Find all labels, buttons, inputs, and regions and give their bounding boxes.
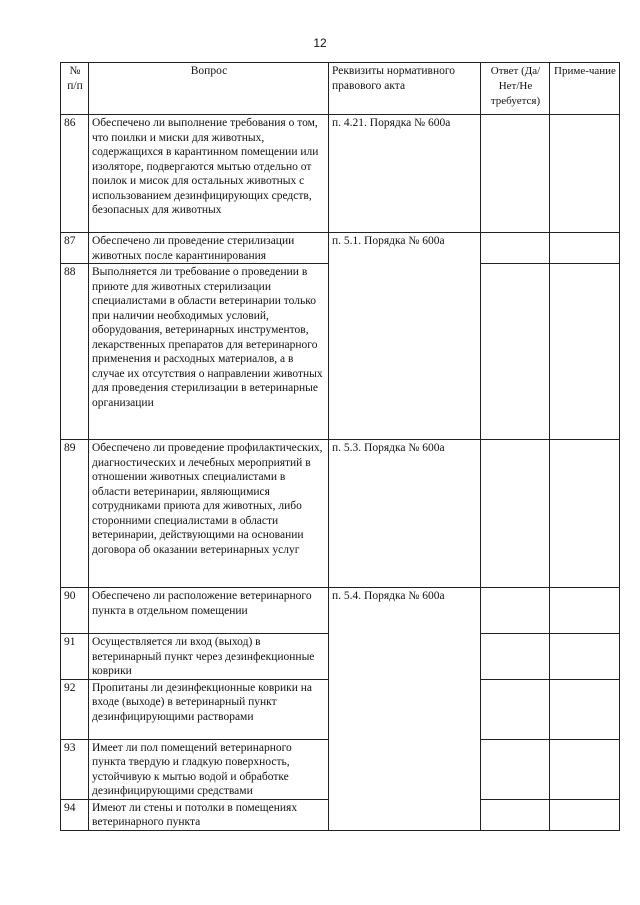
note-cell[interactable]: [550, 799, 620, 830]
reference-text: п. 5.1. Порядка № 600а: [329, 233, 481, 440]
answer-input[interactable]: [484, 265, 547, 280]
row-number: 86: [61, 115, 89, 233]
question-text: Обеспечено ли выполнение требования о том, что поилки и миски для животных, содержащихся в карантинном помещении или изоляторе, подвергаются мытью отдельно от поилок и мисок для остальных животных с использованием дезинфицирующих средств, безопасных для животных: [89, 115, 329, 233]
question-text: Имеет ли пол помещений ветеринарного пункта твердую и гладкую поверхность, устойчивую к мытью водой и обработке дезинфицирующими средствами: [89, 739, 329, 799]
note-input[interactable]: [553, 681, 617, 696]
note-cell[interactable]: [550, 233, 620, 264]
answer-cell[interactable]: [481, 588, 550, 634]
answer-input[interactable]: [484, 441, 547, 456]
question-text: Обеспечено ли проведение стерилизации животных после карантинирования: [89, 233, 329, 264]
row-number: 87: [61, 233, 89, 264]
note-input[interactable]: [553, 265, 617, 280]
note-input[interactable]: [553, 741, 617, 756]
table-row: [61, 233, 620, 264]
answer-cell[interactable]: [481, 115, 550, 233]
answer-input[interactable]: [484, 589, 547, 604]
answer-cell[interactable]: [481, 679, 550, 739]
row-number: 93: [61, 739, 89, 799]
reference-text: п. 5.4. Порядка № 600а: [329, 588, 481, 831]
header-answer: Ответ (Да/ Нет/Не требуется): [481, 63, 550, 115]
row-number: 89: [61, 440, 89, 588]
note-cell[interactable]: [550, 739, 620, 799]
answer-input[interactable]: [484, 635, 547, 650]
checklist-table: [60, 62, 620, 831]
note-cell[interactable]: [550, 634, 620, 680]
table-row: [61, 588, 620, 634]
header-number: № п/п: [61, 63, 89, 115]
note-input[interactable]: [553, 234, 617, 249]
header-reference: Реквизиты нормативного правового акта: [329, 63, 481, 115]
row-number: 94: [61, 799, 89, 830]
answer-cell[interactable]: [481, 264, 550, 440]
row-number: 91: [61, 634, 89, 680]
row-number: 92: [61, 679, 89, 739]
page-number: 12: [313, 36, 327, 50]
note-input[interactable]: [553, 635, 617, 650]
answer-input[interactable]: [484, 801, 547, 816]
question-text: Выполняется ли требование о проведении в приюте для животных стерилизации специалистами в области ветеринарии только при наличии необходимых условий, оборудования, ветеринарных инструментов, лекарственных препаратов для ветеринарного применения и расходных материалов, а в случае их отсутствия о направлении животных для проведения стерилизации в ветеринарные организации: [89, 264, 329, 440]
note-input[interactable]: [553, 801, 617, 816]
reference-text: п. 5.3. Порядка № 600а: [329, 440, 481, 588]
question-text: Имеют ли стены и потолки в помещениях ветеринарного пункта: [89, 799, 329, 830]
note-cell[interactable]: [550, 264, 620, 440]
note-input[interactable]: [553, 116, 617, 131]
row-number: 90: [61, 588, 89, 634]
row-number: 88: [61, 264, 89, 440]
note-cell[interactable]: [550, 440, 620, 588]
answer-input[interactable]: [484, 681, 547, 696]
answer-input[interactable]: [484, 116, 547, 131]
note-cell[interactable]: [550, 115, 620, 233]
answer-cell[interactable]: [481, 739, 550, 799]
note-input[interactable]: [553, 441, 617, 456]
header-note: Приме-чание: [550, 63, 620, 115]
answer-cell[interactable]: [481, 233, 550, 264]
reference-text: п. 4.21. Порядка № 600а: [329, 115, 481, 233]
table-row: [61, 440, 620, 588]
answer-cell[interactable]: [481, 634, 550, 680]
table-row: [61, 115, 620, 233]
header-question: Вопрос: [89, 63, 329, 115]
note-cell[interactable]: [550, 588, 620, 634]
question-text: Пропитаны ли дезинфекционные коврики на входе (выходе) в ветеринарный пункт дезинфицирующими растворами: [89, 679, 329, 739]
note-cell[interactable]: [550, 679, 620, 739]
answer-input[interactable]: [484, 741, 547, 756]
question-text: Обеспечено ли расположение ветеринарного пункта в отдельном помещении: [89, 588, 329, 634]
answer-cell[interactable]: [481, 440, 550, 588]
question-text: Осуществляется ли вход (выход) в ветеринарный пункт через дезинфекционные коврики: [89, 634, 329, 680]
note-input[interactable]: [553, 589, 617, 604]
question-text: Обеспечено ли проведение профилактических, диагностических и лечебных мероприятий в отношении животных специалистами в области ветеринарии, являющимися сотрудниками приюта для животных, либо сторонними специалистами в области ветеринарии, действующими на основании договора об оказании ветеринарных услуг: [89, 440, 329, 588]
answer-input[interactable]: [484, 234, 547, 249]
answer-cell[interactable]: [481, 799, 550, 830]
